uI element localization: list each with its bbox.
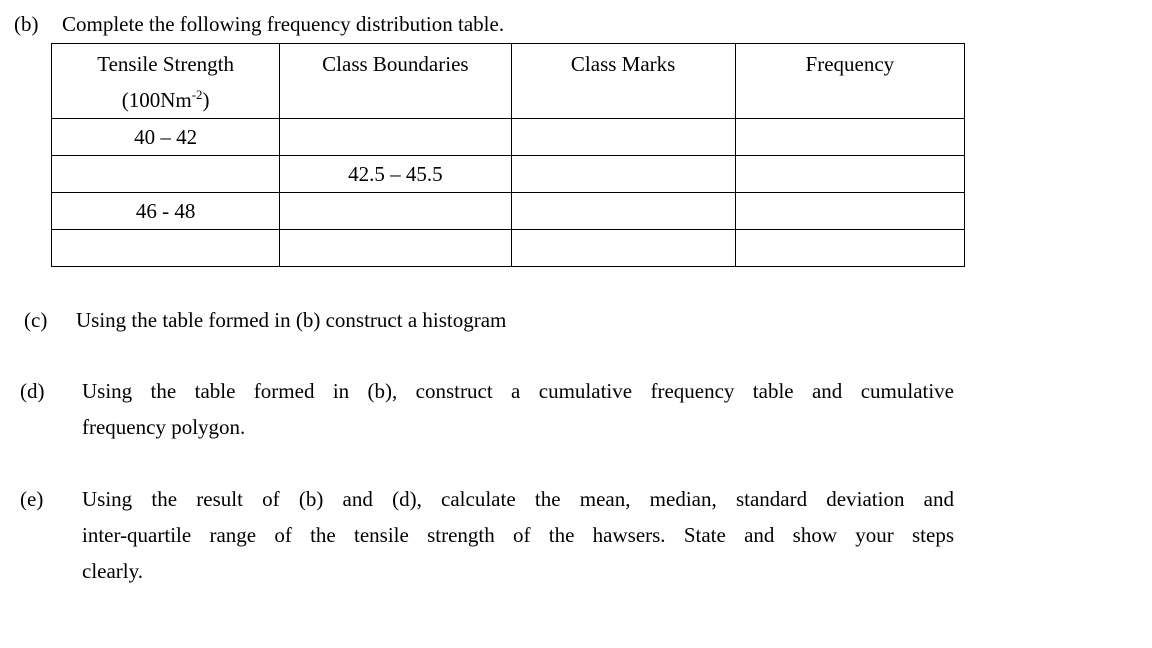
table-row xyxy=(52,156,965,193)
table-cell[interactable] xyxy=(735,119,964,156)
table-row xyxy=(52,119,965,156)
header-tensile-strength xyxy=(52,44,280,119)
question-c-label: (c) xyxy=(24,308,48,332)
question-e-text xyxy=(82,481,954,589)
table-row xyxy=(52,193,965,230)
header-tensile-strength-line1: Tensile Strength xyxy=(97,52,234,76)
question-b-label: (b) xyxy=(14,12,39,36)
question-d xyxy=(20,373,960,445)
table-cell[interactable] xyxy=(735,156,964,193)
question-d-line2: frequency polygon. xyxy=(82,415,246,439)
header-tensile-strength-unit xyxy=(52,82,279,118)
question-d-line1: Using the table formed in (b), construct a cumulative frequency table and cumulative xyxy=(82,379,954,403)
frequency-distribution-table xyxy=(51,43,965,267)
question-e-line3: clearly. xyxy=(82,559,144,583)
table-cell[interactable] xyxy=(280,193,511,230)
question-c-text: Using the table formed in (b) construct a histogram xyxy=(76,308,507,332)
question-e-label: (e) xyxy=(20,487,44,511)
table-cell[interactable] xyxy=(511,230,735,267)
question-e-line2: inter-quartile range of the tensile strength of the hawsers. State and show your steps xyxy=(82,523,954,547)
question-b xyxy=(14,6,714,42)
table-cell[interactable] xyxy=(511,156,735,193)
unit-suffix: ) xyxy=(202,88,210,112)
table-cell[interactable] xyxy=(280,119,511,156)
table-cell[interactable] xyxy=(511,193,735,230)
question-d-label: (d) xyxy=(20,379,45,403)
question-e-line1: Using the result of (b) and (d), calculate the mean, median, standard deviation and xyxy=(82,487,954,511)
header-class-marks: Class Marks xyxy=(511,44,735,119)
table-row xyxy=(52,230,965,267)
question-c xyxy=(24,302,924,338)
table-cell[interactable] xyxy=(735,193,964,230)
question-e xyxy=(20,481,960,589)
question-d-text xyxy=(82,373,954,445)
unit-exponent: -2 xyxy=(191,87,203,102)
question-b-text: Complete the following frequency distribution table. xyxy=(62,12,505,36)
table-cell[interactable] xyxy=(735,230,964,267)
table-cell[interactable] xyxy=(52,230,280,267)
table-cell[interactable] xyxy=(280,230,511,267)
table-cell[interactable]: 40 – 42 xyxy=(52,119,280,156)
unit-prefix: (100Nm xyxy=(121,88,192,112)
table-cell[interactable] xyxy=(511,119,735,156)
header-frequency: Frequency xyxy=(735,44,964,119)
table-cell[interactable] xyxy=(52,156,280,193)
table-cell[interactable]: 42.5 – 45.5 xyxy=(280,156,511,193)
header-class-boundaries: Class Boundaries xyxy=(280,44,511,119)
table-header-row xyxy=(52,44,965,119)
table-cell[interactable]: 46 - 48 xyxy=(52,193,280,230)
